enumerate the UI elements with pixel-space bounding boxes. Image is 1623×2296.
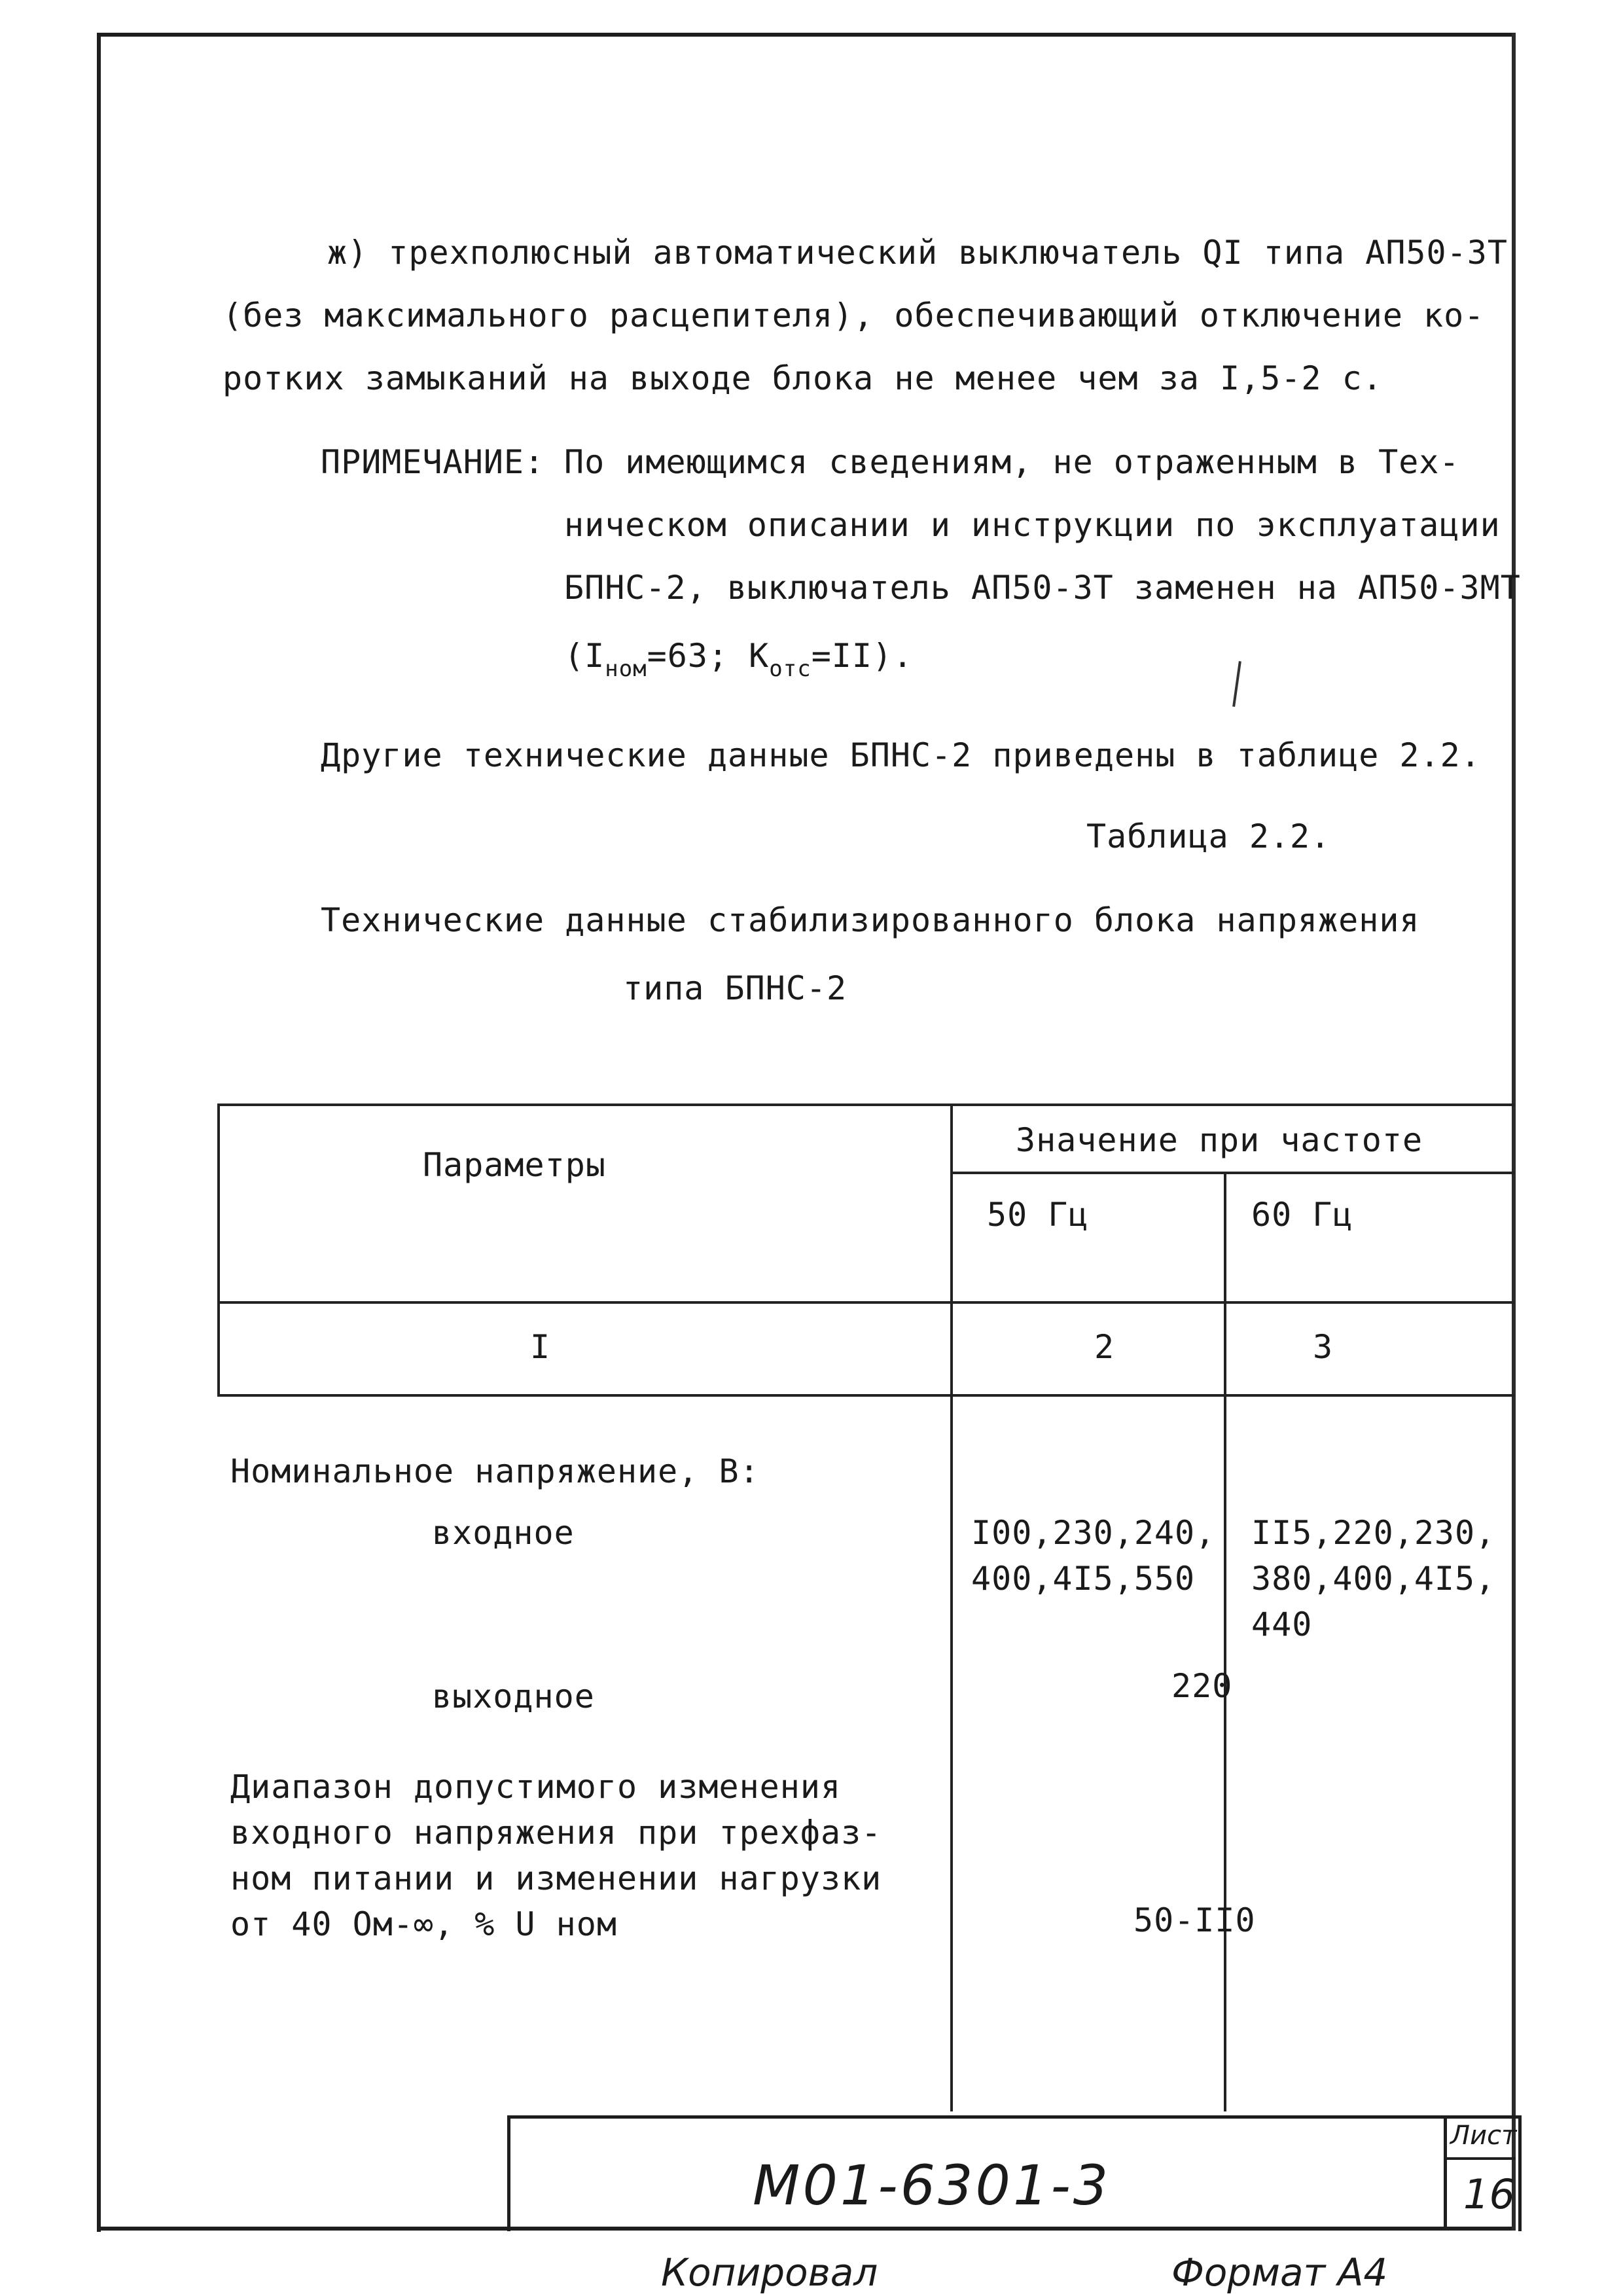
sheet-label: Лист [1450,2121,1517,2151]
range-line-4: от 40 Ом-∞, % U ном [230,1905,617,1943]
input-60hz-line-3: 440 [1251,1605,1313,1643]
note-label: ПРИМЕЧАНИЕ: [321,443,545,481]
note-line-2: ническом описании и инструкции по эксплуатации [564,506,1501,544]
table-numbers-rule [217,1394,1514,1397]
input-60hz-line-2: 380,400,4I5, [1251,1560,1496,1598]
copied-by-label: Копировал [661,2250,878,2295]
column-number-2: 2 [1094,1328,1115,1366]
other-data-text: Другие технические данные БПНС-2 приведены в таблице 2.2. [321,736,1481,774]
column-number-1: I [530,1328,551,1366]
item-zh-line2: (без максимального расцепителя), обеспечивающий отключение ко- [223,296,1485,334]
document-code: М01-6301-3 [753,2153,1111,2217]
range-line-3: ном питании и изменении нагрузки [230,1859,882,1897]
row-input-label: входное [432,1514,575,1552]
input-60hz-line-1: II5,220,230, [1251,1514,1496,1552]
formula-sub-ots: отс [769,656,812,682]
input-50hz-line-2: 400,4I5,550 [971,1560,1196,1598]
header-value-frequency: Значение при частоте [1016,1121,1423,1159]
frame-top-border [97,33,1516,37]
frame-right-border [1512,33,1516,2231]
frame-left-border [97,33,101,2232]
header-60hz: 60 Гц [1251,1196,1353,1234]
formula-sub-nom: ном [605,656,647,682]
table-col-divider-2 [1224,1172,1226,2111]
table-top-rule [217,1103,1514,1106]
note-formula [564,636,914,682]
table-col-divider-1 [950,1103,953,2111]
title-block-sheet-rule [1444,2157,1516,2160]
row-output-label: выходное [432,1677,595,1715]
formula-end: =II). [811,637,914,675]
header-params: Параметры [423,1146,606,1184]
row-nominal-voltage: Номинальное напряжение, В: [230,1452,760,1490]
item-zh-line3: ротких замыканий на выходе блока не менее чем за I,5-2 с. [223,359,1383,397]
item-zh-text: ж) трехполюсный автоматический выключатель QI типа АП50-3Т [327,234,1508,272]
header-50hz: 50 Гц [987,1196,1089,1234]
range-line-2: входного напряжения при трехфаз- [230,1814,882,1852]
title-block-separator [1444,2115,1447,2228]
note-line-3: БПНС-2, выключатель АП50-3Т заменен на АП50-3МТ [564,569,1521,607]
table-reference: Таблица 2.2. [1086,817,1331,855]
range-value: 50-II0 [1133,1901,1256,1939]
sheet-number: 16 [1463,2170,1515,2218]
table-left-rule [217,1103,220,1397]
range-line-1: Диапазон допустимого изменения [230,1768,842,1806]
note-line-1: По имеющимся сведениям, не отраженным в Тех- [564,443,1460,481]
table-title-line-2: типа БПНС-2 [623,969,847,1007]
formula-mid: =63; К [647,637,770,675]
pen-mark [1232,661,1241,707]
table-header-rule [217,1301,1514,1304]
output-value: 220 [1171,1667,1233,1705]
table-title-line-1: Технические данные стабилизированного блока напряжения [321,901,1420,939]
table-subheader-rule [950,1172,1514,1174]
format-label: Формат А4 [1171,2250,1388,2295]
formula-open: (I [564,637,605,675]
input-50hz-line-1: I00,230,240, [971,1514,1216,1552]
column-number-3: 3 [1313,1328,1334,1366]
